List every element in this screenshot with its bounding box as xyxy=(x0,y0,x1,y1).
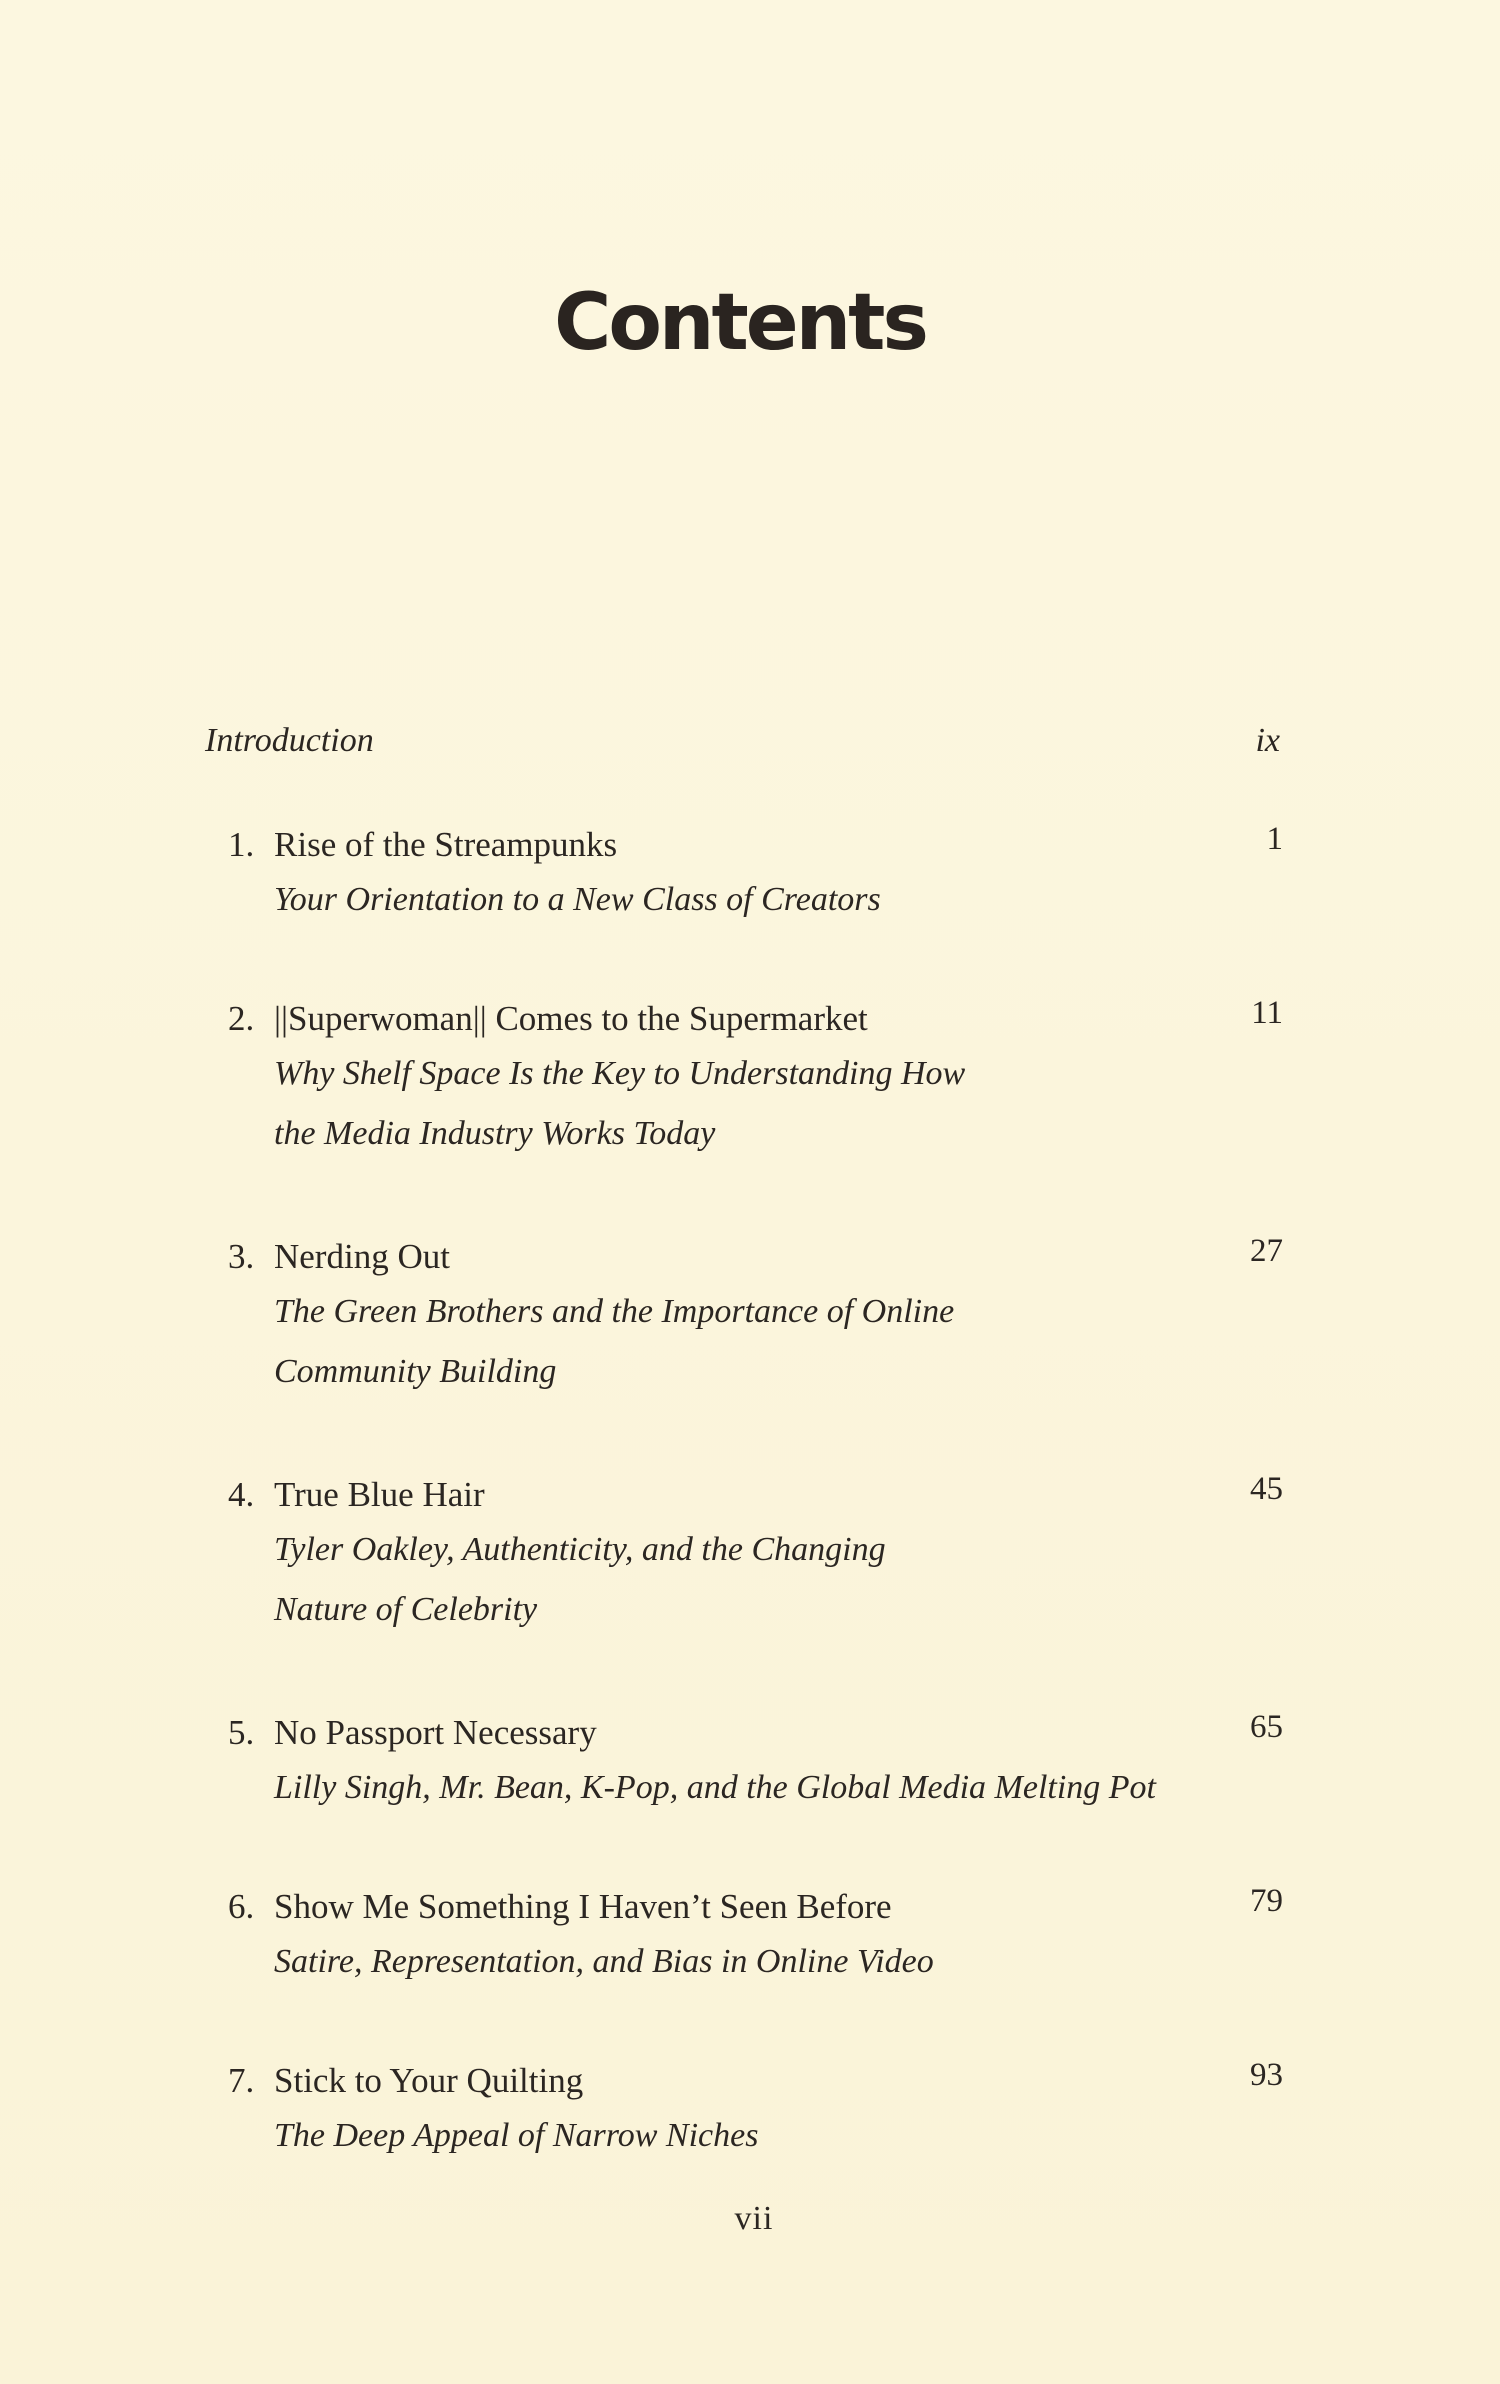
chapter-number: 2. xyxy=(228,999,255,1038)
chapter-number: 3. xyxy=(228,1237,255,1276)
chapter-title: ||Superwoman|| Comes to the Supermarket xyxy=(274,999,868,1038)
chapter-subtitle-line: Nature of Celebrity xyxy=(274,1591,538,1628)
chapter-subtitle-line: Community Building xyxy=(274,1353,557,1390)
chapter-page-number: 27 xyxy=(1250,1233,1283,1269)
introduction-page-number: ix xyxy=(1255,722,1280,759)
chapter-title: Nerding Out xyxy=(274,1237,450,1276)
page-number-folio: vii xyxy=(734,2200,774,2237)
chapter-title: Rise of the Streampunks xyxy=(274,825,618,864)
toc-entry-chapter-7 xyxy=(228,2056,1283,2166)
chapter-subtitle-line: Tyler Oakley, Authenticity, and the Changing xyxy=(274,1531,886,1568)
chapter-number: 4. xyxy=(228,1475,255,1514)
toc-entry-chapter-6 xyxy=(228,1882,1283,1992)
chapter-subtitle-line: The Deep Appeal of Narrow Niches xyxy=(274,2117,759,2154)
chapter-title: True Blue Hair xyxy=(274,1475,485,1514)
chapter-page-number: 11 xyxy=(1251,995,1283,1031)
chapter-number: 7. xyxy=(228,2061,255,2100)
chapter-subtitle xyxy=(274,1520,1234,1640)
chapter-subtitle xyxy=(274,1932,1234,1992)
chapter-subtitle-line: Lilly Singh, Mr. Bean, K-Pop, and the Global Media Melting Pot xyxy=(274,1769,1157,1806)
chapter-page-number: 45 xyxy=(1250,1471,1283,1507)
chapter-subtitle xyxy=(274,2106,1234,2166)
chapter-subtitle-line: Satire, Representation, and Bias in Online Video xyxy=(274,1943,934,1980)
toc-entry-chapter-4 xyxy=(228,1470,1283,1640)
chapter-number: 1. xyxy=(228,825,255,864)
chapter-title: Stick to Your Quilting xyxy=(274,2061,584,2100)
toc-entry-chapter-3 xyxy=(228,1232,1283,1402)
toc-entry-chapter-5 xyxy=(228,1708,1283,1818)
chapter-subtitle-line: Your Orientation to a New Class of Creators xyxy=(274,881,881,918)
chapter-subtitle xyxy=(274,1282,1234,1402)
chapter-title: No Passport Necessary xyxy=(274,1713,597,1752)
chapter-page-number: 79 xyxy=(1250,1883,1283,1919)
toc-entry-chapter-1 xyxy=(228,820,1283,930)
chapter-subtitle xyxy=(274,870,1234,930)
chapter-subtitle xyxy=(274,1758,1234,1818)
toc-entry-introduction xyxy=(205,722,1280,760)
chapter-list xyxy=(0,820,1500,2166)
page-title: Contents xyxy=(554,278,926,368)
chapter-title: Show Me Something I Haven’t Seen Before xyxy=(274,1887,892,1926)
toc-entry-chapter-2 xyxy=(228,994,1283,1164)
chapter-page-number: 93 xyxy=(1250,2057,1283,2093)
chapter-number: 5. xyxy=(228,1713,255,1752)
chapter-subtitle-line: Why Shelf Space Is the Key to Understanding How xyxy=(274,1055,966,1092)
chapter-number: 6. xyxy=(228,1887,255,1926)
chapter-subtitle-line: The Green Brothers and the Importance of Online xyxy=(274,1293,955,1330)
chapter-page-number: 1 xyxy=(1266,821,1283,857)
chapter-subtitle xyxy=(274,1044,1234,1164)
chapter-subtitle-line: the Media Industry Works Today xyxy=(274,1115,716,1152)
introduction-label: Introduction xyxy=(205,722,374,759)
chapter-page-number: 65 xyxy=(1250,1709,1283,1745)
